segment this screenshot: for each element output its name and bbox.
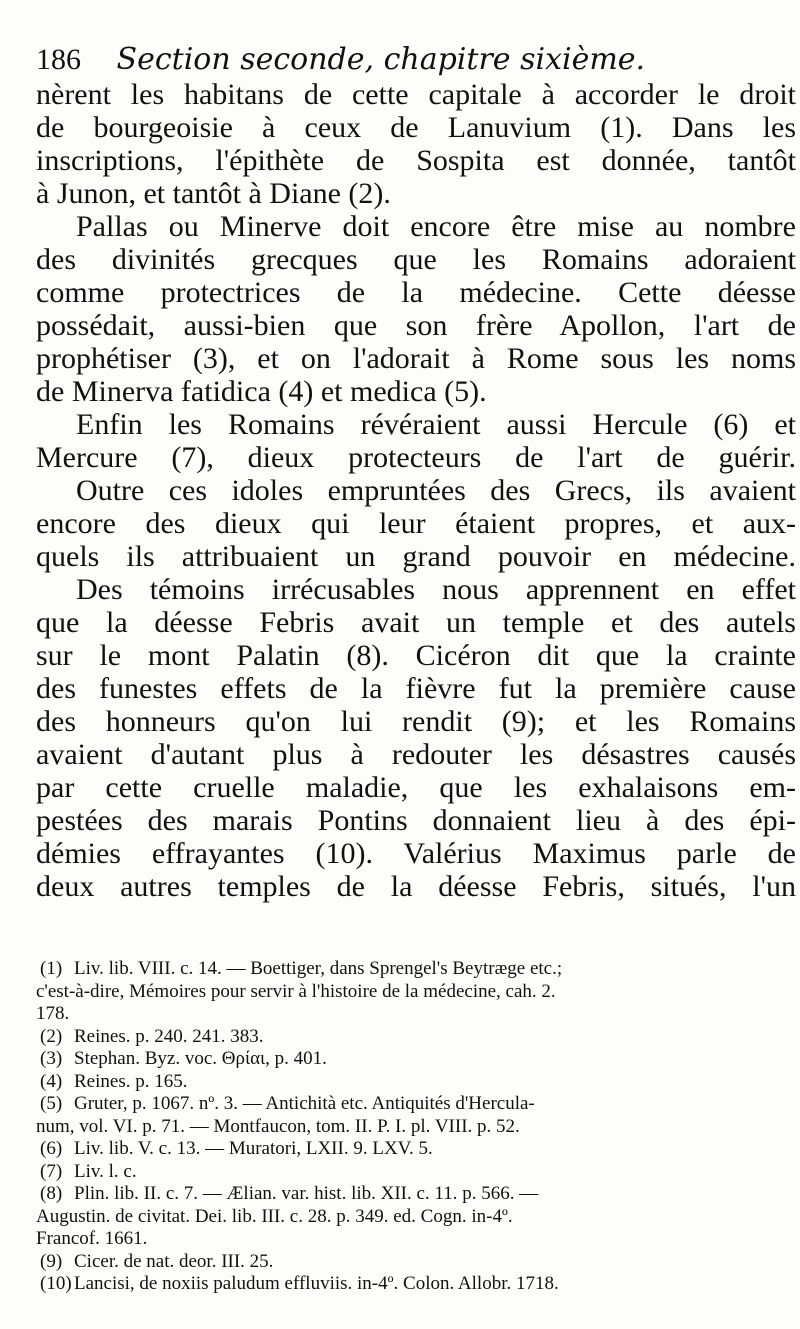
footnote: [36, 1071, 786, 1094]
footnote: [36, 1093, 786, 1116]
footnote-text: Reines. p. 165.: [74, 1070, 188, 1092]
footnote-text: Cicer. de nat. deor. III. 25.: [74, 1250, 274, 1272]
footnote-text: num, vol. VI. p. 71. — Montfaucon, tom. II. P. I. pl. VIII. p. 52.: [36, 1115, 520, 1137]
footnote-text: Augustin. de civitat. Dei. lib. III. c. 28. p. 349. ed. Cogn. in-4º.: [36, 1205, 513, 1227]
text-line: de Minerva fatidica (4) et medica (5).: [36, 375, 487, 408]
text-line: Pallas ou Minerve doit encore être mise au nombre: [76, 210, 796, 243]
footnote: [36, 1251, 786, 1274]
footnote: [36, 958, 786, 981]
footnote-number: (4): [40, 1070, 63, 1092]
text-line: des funestes effets de la fièvre fut la première cause: [36, 672, 796, 705]
text-line: Mercure (7), dieux protecteurs de l'art de guérir.: [36, 441, 796, 474]
footnote-number: (2): [40, 1025, 63, 1047]
footnote-number: (8): [40, 1183, 63, 1204]
footnote: [36, 981, 786, 1004]
text-line: que la déesse Febris avait un temple et des autels: [36, 606, 796, 639]
text-line: Enfin les Romains révéraient aussi Hercule (6) et: [76, 408, 796, 441]
text-line: des honneurs qu'on lui rendit (9); et les Romains: [36, 705, 796, 738]
footnote-text: Plin. lib. II. c. 7. — Ælian. var. hist. lib. XII. c. 11. p. 566. —: [74, 1183, 539, 1204]
footnote: [36, 1206, 786, 1229]
footnote-number: (10): [40, 1273, 72, 1294]
text-line: sur le mont Palatin (8). Cicéron dit que la crainte: [36, 639, 796, 672]
text-line: deux autres temples de la déesse Febris, situés, l'un: [36, 870, 796, 903]
text-line: pestées des marais Pontins donnaient lieu à des épi-: [36, 804, 796, 837]
footnote-text: Lancisi, de noxiis paludum effluviis. in-4º. Colon. Allobr. 1718.: [74, 1273, 559, 1294]
footnote: [36, 1228, 786, 1251]
footnote: [36, 1026, 786, 1049]
page-header: [36, 40, 776, 80]
main-text: [36, 78, 796, 903]
footnote: [36, 1116, 786, 1139]
text-line: Outre ces idoles empruntées des Grecs, ils avaient: [76, 474, 796, 507]
text-line: démies effrayantes (10). Valérius Maximus parle de: [36, 837, 796, 870]
footnote: [36, 1048, 786, 1071]
footnote-text: 178.: [36, 1003, 70, 1024]
footnote-text: Liv. l. c.: [74, 1160, 137, 1182]
footnote-text: Liv. lib. V. c. 13. — Muratori, LXII. 9. LXV. 5.: [74, 1138, 433, 1159]
text-line: quels ils attribuaient un grand pouvoir en médecine.: [36, 540, 796, 573]
text-line: Des témoins irrécusables nous apprennent en effet: [76, 573, 796, 606]
footnote-number: (6): [40, 1138, 63, 1159]
footnote-text: Stephan. Byz. voc. Θρίαι, p. 401.: [74, 1048, 327, 1069]
text-line: prophétiser (3), et on l'adorait à Rome sous les noms: [36, 342, 796, 375]
page-number: 186: [36, 43, 81, 76]
text-line: possédait, aussi-bien que son frère Apollon, l'art de: [36, 309, 796, 342]
text-line: à Junon, et tantôt à Diane (2).: [36, 177, 391, 210]
footnote-text: c'est-à-dire, Mémoires pour servir à l'histoire de la médecine, cah. 2.: [36, 980, 556, 1002]
text-line: nèrent les habitans de cette capitale à accorder le droit: [36, 78, 796, 111]
footnote: [36, 1183, 786, 1206]
footnote-number: (1): [40, 958, 63, 979]
text-line: de bourgeoisie à ceux de Lanuvium (1). Dans les: [36, 111, 796, 144]
footnote-text: Francof. 1661.: [36, 1228, 148, 1249]
footnote-text: Reines. p. 240. 241. 383.: [74, 1025, 264, 1047]
text-line: comme protectrices de la médecine. Cette déesse: [36, 276, 796, 309]
text-line: encore des dieux qui leur étaient propres, et aux-: [36, 507, 796, 540]
text-line: par cette cruelle maladie, que les exhalaisons em-: [36, 771, 796, 804]
footnotes: [36, 958, 786, 1296]
running-title: Section seconde, chapitre sixième.: [116, 42, 646, 77]
text-line: inscriptions, l'épithète de Sospita est donnée, tantôt: [36, 144, 796, 177]
footnote-number: (7): [40, 1160, 63, 1182]
footnote-text: Liv. lib. VIII. c. 14. — Boettiger, dans Sprengel's Beytræge etc.;: [74, 958, 563, 979]
text-line: avaient d'autant plus à redouter les désastres causés: [36, 738, 796, 771]
text-line: des divinités grecques que les Romains adoraient: [36, 243, 796, 276]
footnote: [36, 1273, 786, 1296]
footnote-number: (5): [40, 1093, 63, 1114]
footnote-number: (9): [40, 1250, 63, 1272]
footnote: [36, 1138, 786, 1161]
footnote: [36, 1161, 786, 1184]
footnote-number: (3): [40, 1048, 63, 1069]
footnote-text: Gruter, p. 1067. nº. 3. — Antichità etc. Antiquités d'Hercula-: [74, 1093, 535, 1114]
footnote: [36, 1003, 786, 1026]
